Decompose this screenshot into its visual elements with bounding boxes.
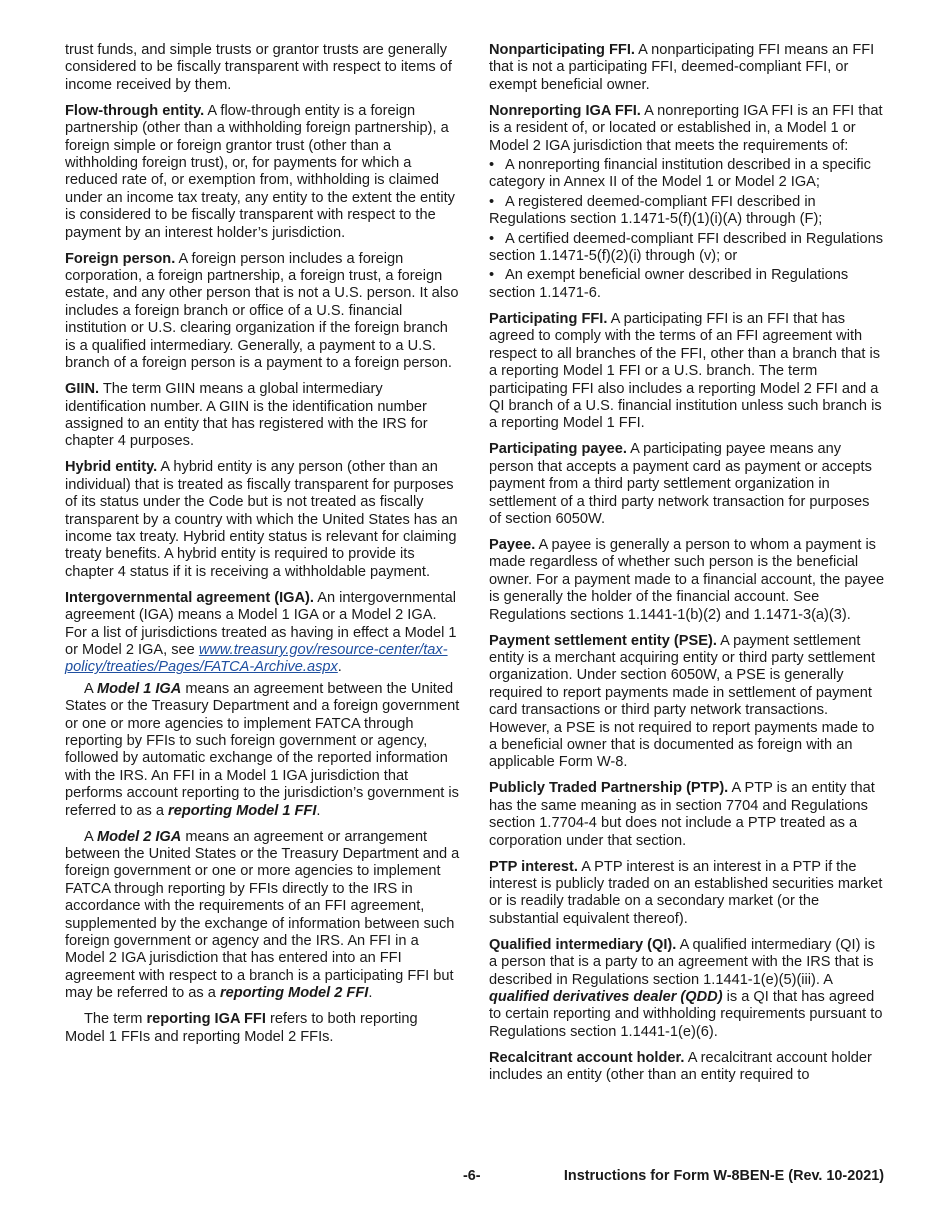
definition-text: is a QI that has agreed to certain reporting and withholding requirements pursuant to Regulations section 1.1441-1(e)(6). <box>489 989 883 1040</box>
page-number: -6- <box>463 1168 481 1184</box>
definition-text: means an agreement between the United States or the Treasury Department and a foreign government or one or more agencies to implement FATCA through reporting by FFIs to such foreign government or agency, followed by automatic exchange of the reported information with the IRS. An FFI in a Model 1 IGA jurisdiction that performs account reporting to the jurisdiction’s government is referred to as a <box>65 680 460 819</box>
bullet-item <box>489 231 885 266</box>
definition-model-2-iga <box>65 829 461 1003</box>
bullet-item <box>489 157 885 192</box>
definition-text: A recalcitrant account holder includes an entity (other than an entity required to <box>489 1049 872 1084</box>
definition-nonreporting-iga-ffi <box>489 103 885 155</box>
term-reporting-iga-ffi: reporting IGA FFI <box>146 1011 266 1028</box>
term-qualified-intermediary: Qualified intermediary (QI). <box>489 936 677 953</box>
term-payee: Payee. <box>489 536 536 553</box>
term-participating-ffi: Participating FFI. <box>489 310 608 327</box>
definition-text: A nonparticipating FFI means an FFI that is not a participating FFI, deemed-compliant FFI, or exempt beneficial owner. <box>489 42 875 93</box>
term-nonparticipating-ffi: Nonparticipating FFI. <box>489 42 635 58</box>
term-flow-through-entity: Flow-through entity. <box>65 102 205 119</box>
term-hybrid-entity: Hybrid entity. <box>65 459 158 476</box>
definition-text: The term GIIN means a global intermediary identification number. A GIIN is the identification number assigned to an entity that has registered with the IRS for chapter 4 purposes. <box>65 381 428 450</box>
definition-giin <box>65 381 461 451</box>
bullet-icon: • <box>489 230 495 247</box>
definition-qualified-intermediary <box>489 937 885 1041</box>
bullet-text: An exempt beneficial owner described in Regulations section 1.1471-6. <box>489 267 849 301</box>
document-title: Instructions for Form W-8BEN-E (Rev. 10-2021) <box>563 1168 884 1184</box>
definition-foreign-person <box>65 251 461 373</box>
definition-text: A payment settlement entity is a merchant acquiring entity or third party settlement organization. Under section 6050W, a PSE is generally required to report payments made in settlement of payment card transactions or third party network transactions. However, a PSE is not required to report payments made to a beneficial owner that is documented as foreign with an applicable Form W-8. <box>489 632 876 771</box>
term-model-1-iga: Model 1 IGA <box>96 680 182 697</box>
term-participating-payee: Participating payee. <box>489 441 627 458</box>
definition-text: A PTP is an entity that has the same meaning as in section 7704 and Regulations section 1.7704-4 but does not include a PTP treated as a corporation under that section. <box>489 780 875 849</box>
definition-text: A payee is generally a person to whom a payment is made regardless of whether such person is the beneficial owner. For a payment made to a financial account, the payee is generally the holder of the financial account. See Regulations sections 1.1441-1(b)(2) and 1.1471-3(a)(3). <box>489 536 885 623</box>
bullet-text: A nonreporting financial institution described in a specific category in Annex II of the Model 1 or Model 2 IGA; <box>489 157 871 191</box>
definition-text: A participating FFI is an FFI that has agreed to comply with the terms of an FFI agreement with respect to all branches of the FFI, other than a branch that is a reporting Model 1 FFI or a U.S. branch. The term participating FFI also includes a reporting Model 2 FFI and a QI branch of a U.S. financial institution unless such branch is a reporting Model 1 FFI. <box>489 310 882 432</box>
period: . <box>316 802 321 819</box>
definition-ptp <box>489 780 885 850</box>
term-ptp-interest: PTP interest. <box>489 858 578 875</box>
term-model-2-iga: Model 2 IGA <box>96 828 182 845</box>
text: A <box>84 828 97 845</box>
definition-participating-ffi <box>489 311 885 433</box>
text: A <box>84 680 97 697</box>
definition-model-1-iga <box>65 681 461 820</box>
definition-text: A qualified intermediary (QI) is a person that is a party to an agreement with the IRS that is described in Regulations section 1.1441-1(e)(5)(iii). A <box>489 936 876 988</box>
term-giin: GIIN. <box>65 381 100 398</box>
text: The term <box>84 1011 147 1028</box>
definition-ptp-interest <box>489 859 885 929</box>
definition-text: A nonreporting IGA FFI is an FFI that is a resident of, or located or established in, a Model 1 or Model 2 IGA jurisdiction that meets the requirements of: <box>489 102 883 154</box>
definition-text: A participating payee means any person that accepts a payment card as payment or accepts payment from a third party settlement organization in settlement of a third party network transaction for purposes of section 6050W. <box>489 441 872 527</box>
bullet-icon: • <box>489 267 495 284</box>
definition-nonparticipating-ffi <box>489 42 885 94</box>
definition-text: means an agreement or arrangement between the United States or the Treasury Department and a foreign government or one or more agencies to implement FATCA through reporting by FFIs directly to the IRS in accordance with the requirements of an FFI agreement, supplemented by the exchange of information between such foreign government or agency and the IRS. An FFI in a Model 2 IGA jurisdiction that has entered into an FFI agreement with respect to a branch is a participating FFI but may be referred to as a <box>65 828 460 1002</box>
left-column <box>65 42 461 1055</box>
definition-hybrid-entity <box>65 459 461 581</box>
term-foreign-person: Foreign person. <box>65 250 176 267</box>
term-reporting-model-1-ffi: reporting Model 1 FFI <box>168 802 317 819</box>
term-recalcitrant-account-holder: Recalcitrant account holder. <box>489 1049 685 1066</box>
definition-text: A PTP interest is an interest in a PTP if the interest is publicly traded on an established securities market or is readily tradable on a secondary market (or the substantial equivalent thereof). <box>489 858 883 927</box>
fatca-archive-link[interactable]: www.treasury.gov/resource-center/tax-policy/treaties/Pages/FATCA-Archive.aspx <box>65 641 448 676</box>
definition-pse <box>489 633 885 772</box>
definition-recalcitrant-account-holder <box>489 1050 885 1085</box>
definition-text: A flow-through entity is a foreign partnership (other than a withholding foreign partnership), a foreign simple or foreign grantor trust (other than a withholding foreign trust), or, for payments for which a reduced rate of, or exemption from, withholding is claimed under an income tax treaty, any entity to the extent the entity is considered to be fiscally transparent with respect to the payment by an interest holder’s jurisdiction. <box>65 102 455 241</box>
right-column <box>489 42 885 1093</box>
bullet-text: A certified deemed-compliant FFI described in Regulations section 1.1471-5(f)(2)(i) through (v); or <box>489 230 884 265</box>
bullet-icon: • <box>489 193 495 210</box>
definition-text: A foreign person includes a foreign corporation, a foreign partnership, a foreign trust, a foreign estate, and any other person that is not a U.S. person. It also includes a foreign branch or office of a U.S. financial institution or U.S. clearing organization if the foreign branch is a qualified intermediary. Generally, a payment to a U.S. branch of a foreign person is a payment to a foreign person. <box>65 250 459 372</box>
definition-flow-through-entity <box>65 103 461 242</box>
definition-text: A hybrid entity is any person (other than an individual) that is treated as fiscally transparent for purposes of its status under the Code but is not treated as fiscally transparent by a country with which the United States has an income tax treaty. Hybrid entity status is relevant for claiming treaty benefits. A hybrid entity is required to provide its chapter 4 status if it is receiving a withholdable payment. <box>65 459 458 580</box>
bullet-item <box>489 267 885 302</box>
definition-payee <box>489 537 885 624</box>
period: . <box>337 659 342 676</box>
bullet-item <box>489 194 885 229</box>
bullet-text: A registered deemed-compliant FFI described in Regulations section 1.1471-5(f)(1)(i)(A) through (F); <box>489 193 823 228</box>
definition-reporting-iga-ffi <box>65 1011 461 1046</box>
bullet-icon: • <box>489 157 495 174</box>
definition-participating-payee <box>489 441 885 528</box>
definition-text: refers to both reporting Model 1 FFIs and reporting Model 2 FFIs. <box>65 1011 418 1045</box>
trust-funds-continuation: trust funds, and simple trusts or grantor trusts are generally considered to be fiscally transparent with respect to items of income received by them. <box>65 42 452 93</box>
definition-text: An intergovernmental agreement (IGA) means a Model 1 IGA or a Model 2 IGA. For a list of jurisdictions treated as having in effect a Model 1 or Model 2 IGA, see <box>65 589 457 658</box>
term-pse: Payment settlement entity (PSE). <box>489 632 717 649</box>
term-reporting-model-2-ffi: reporting Model 2 FFI <box>219 985 369 1002</box>
term-iga: Intergovernmental agreement (IGA). <box>65 589 314 606</box>
period: . <box>368 985 373 1002</box>
term-qdd: qualified derivatives dealer (QDD) <box>489 989 723 1006</box>
definition-iga <box>65 590 461 677</box>
term-nonreporting-iga-ffi: Nonreporting IGA FFI. <box>489 102 641 119</box>
term-ptp: Publicly Traded Partnership (PTP). <box>489 780 729 797</box>
